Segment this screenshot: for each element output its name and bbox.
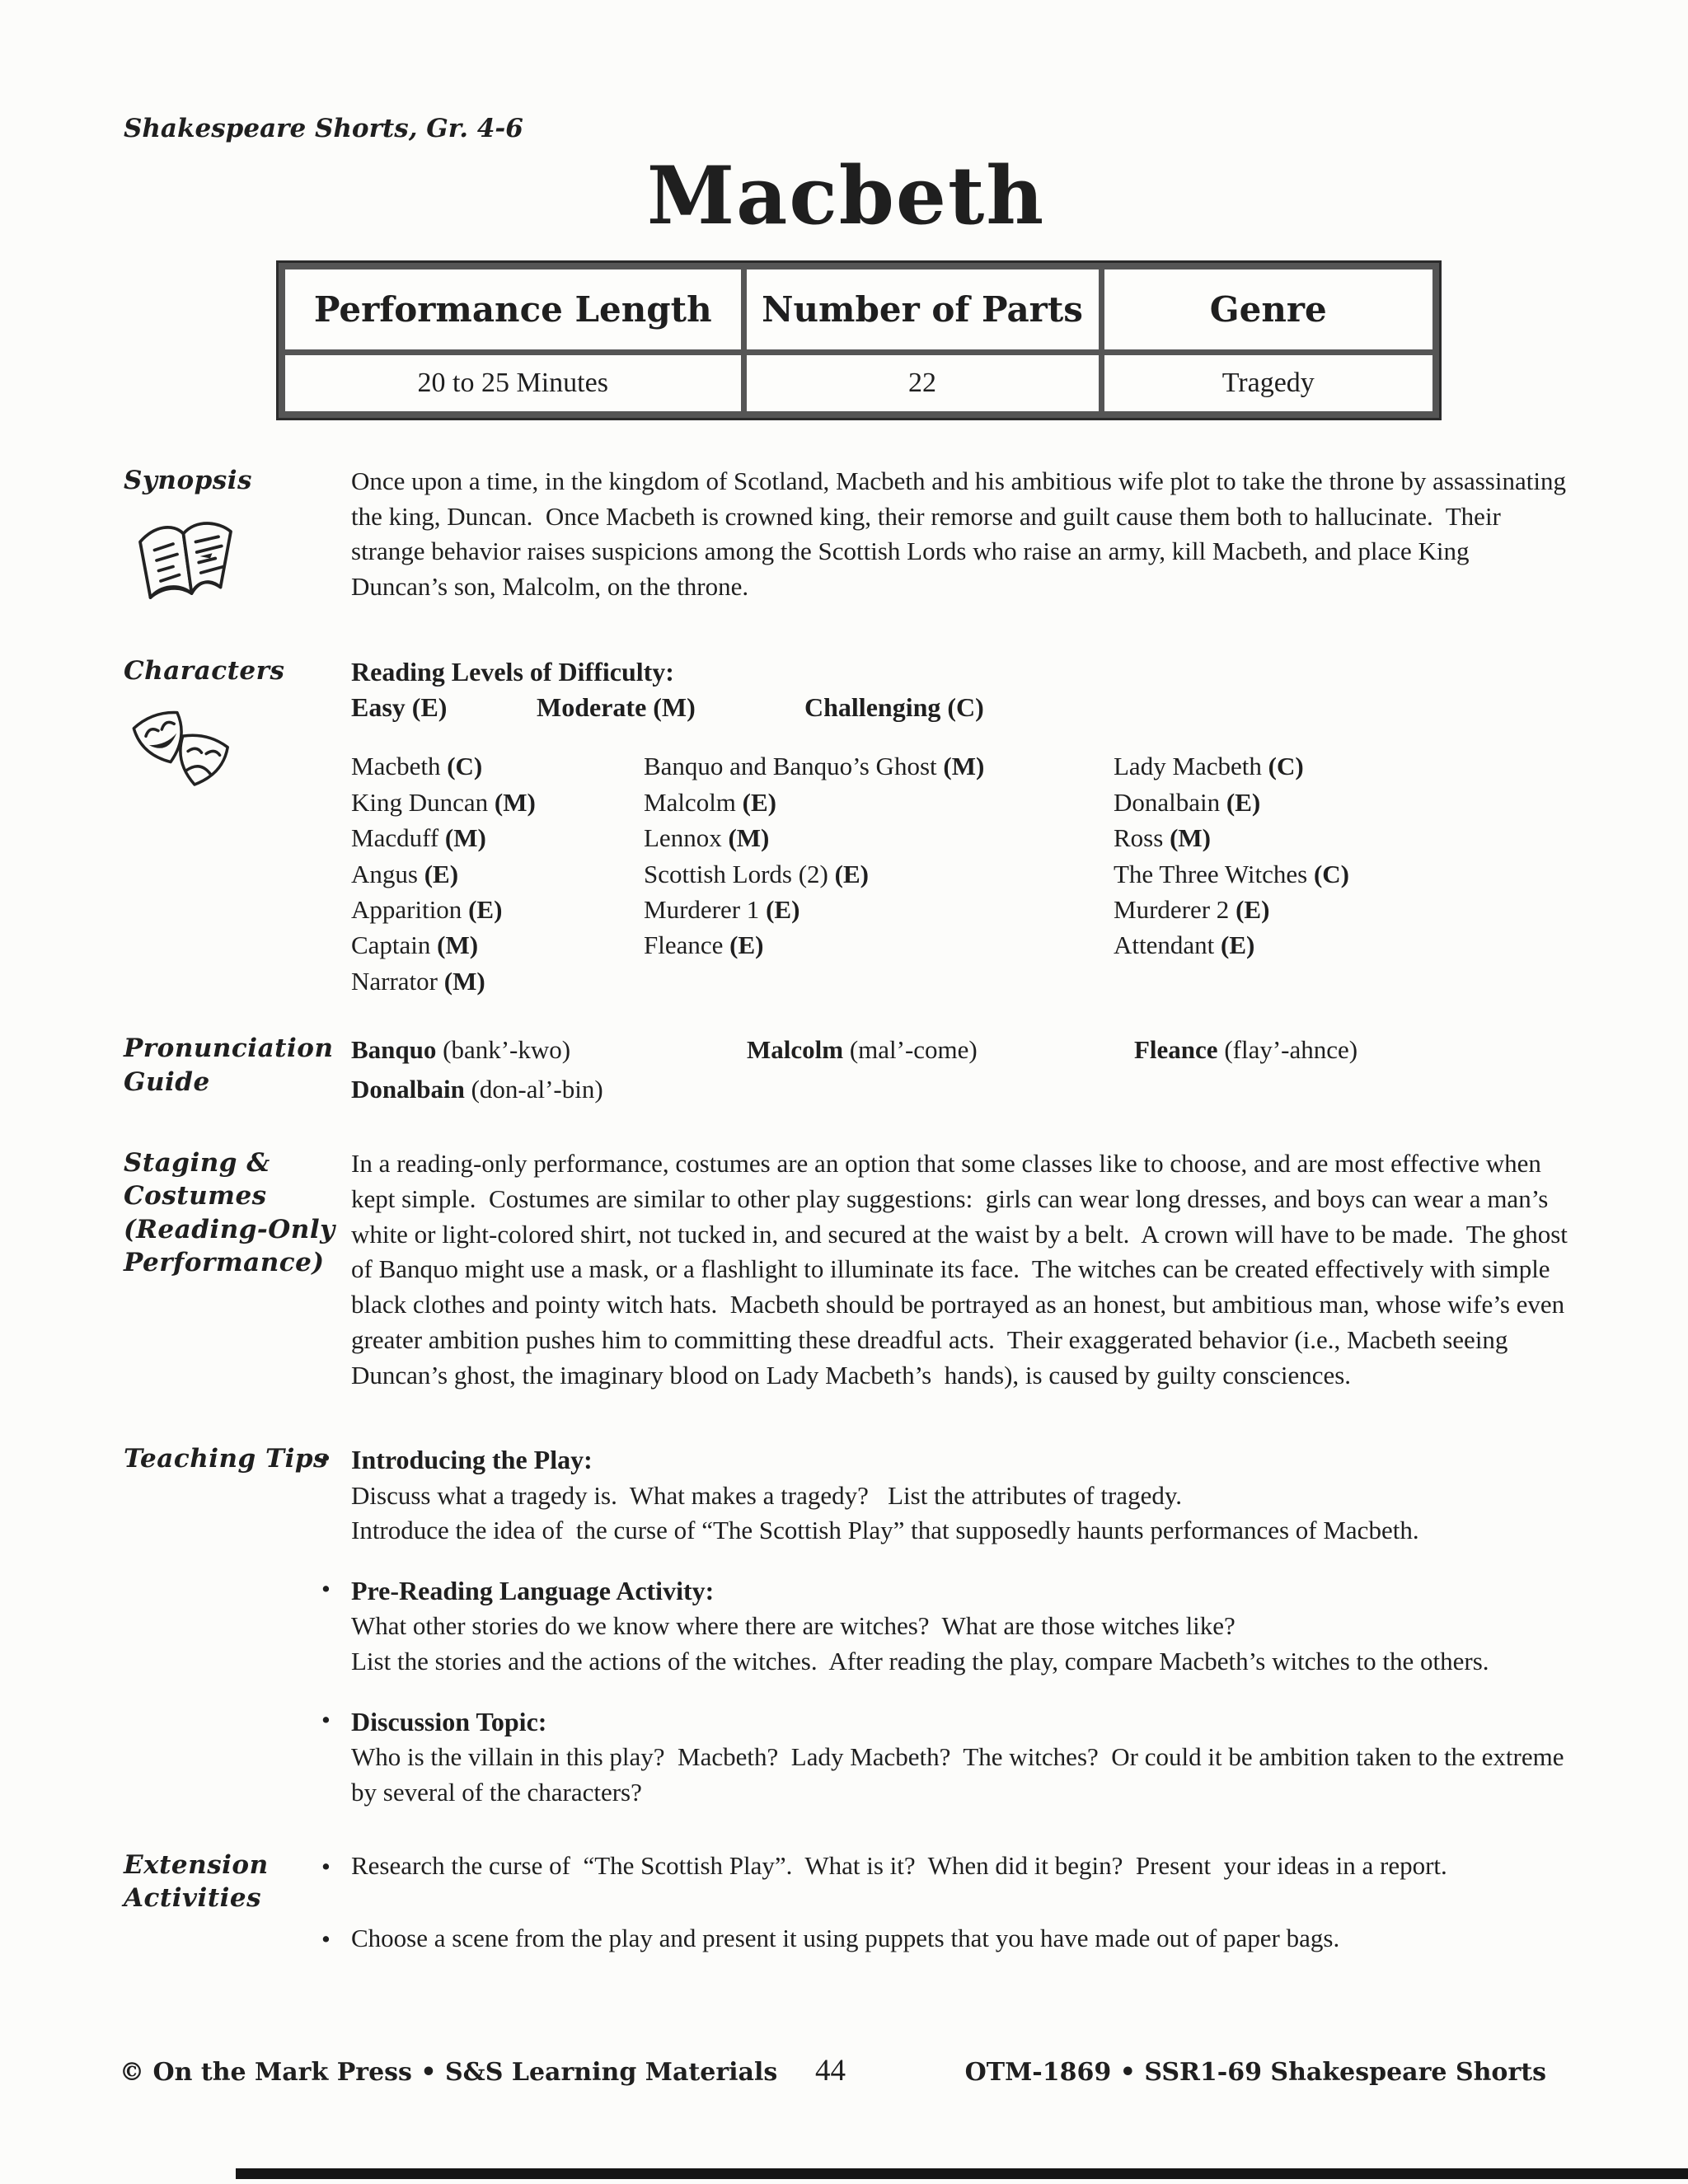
character-column-2 <box>644 748 1114 999</box>
legend-easy: Easy (E) <box>351 692 448 723</box>
character-item: Murderer 1 (E) <box>644 895 800 925</box>
header-genre: Genre <box>1101 266 1436 353</box>
page-title: Macbeth <box>646 149 1046 242</box>
open-book-icon <box>124 515 351 618</box>
value-number-of-parts: 22 <box>743 352 1101 415</box>
synopsis-label: Synopsis <box>124 465 252 495</box>
extension-item: • Research the curse of “The Scottish Play”. What is it? When did it begin? Present your ideas in a report. <box>351 1849 1568 1884</box>
teaching-tips-label: Teaching Tips <box>124 1444 328 1474</box>
staging-text: In a reading-only performance, costumes are an option that some classes like to choose, and are most effective when kept simple. Costumes are similar to other play suggestions: girls can wear long dresses, and boys can wear a man’s white or light-colored shirt, not tucked in, and secured at the waist by a belt. A crown will have to be made. The ghost of Banquo might use a mask, or a flashlight to illuminate its face. The witches can be created effectively with simple black clothes and pointy witch hats. Macbeth should be portrayed as an honest, but ambitious man, whose wife’s even greater ambition pushes him to committing these dreadful acts. Their exaggerated behavior (i.e., Macbeth seeing Duncan’s ghost, the imaginary blood on Lady Macbeth’s hands), is caused by guilty consciences. <box>351 1148 1574 1390</box>
scan-edge-artifact <box>236 2168 1688 2179</box>
table-value-row <box>282 352 1436 415</box>
header-number-of-parts: Number of Parts <box>743 266 1101 353</box>
staging-label: Staging & Costumes (Reading-Only Performance) <box>124 1147 335 1277</box>
extension-activities-section <box>124 1849 1568 1957</box>
character-item: Fleance (E) <box>644 930 764 960</box>
character-column-3 <box>1114 748 1568 999</box>
reading-levels-heading: Reading Levels of Difficulty: <box>351 657 674 687</box>
extension-activities-list <box>351 1849 1568 1957</box>
theater-masks-icon <box>124 705 351 825</box>
character-column-1 <box>351 748 644 999</box>
character-item: Lennox (M) <box>644 823 770 853</box>
character-item: Attendant (E) <box>1114 930 1255 960</box>
copyright-text: © On the Mark Press • S&S Learning Materials <box>120 2058 778 2087</box>
product-code-text: OTM-1869 • SSR1-69 Shakespeare Shorts <box>964 2058 1546 2087</box>
play-info-table <box>279 263 1439 418</box>
page-number: 44 <box>815 2054 846 2088</box>
synopsis-section <box>124 464 1573 618</box>
teaching-tips-list <box>351 1442 1571 1810</box>
tip-heading: • Discussion Topic: <box>351 1706 547 1736</box>
pronunciation-entry: Malcolm (mal’-come) <box>747 1035 978 1065</box>
tip-text: List the stories and the actions of the witches. After reading the play, compare Macbeth’s witches to the others. <box>351 1647 1489 1676</box>
character-item: Apparition (E) <box>351 895 503 925</box>
character-item: Murderer 2 (E) <box>1114 895 1270 925</box>
value-performance-length: 20 to 25 Minutes <box>282 352 743 415</box>
tip-heading: • Introducing the Play: <box>351 1445 593 1475</box>
pronunciation-entries <box>351 1032 1568 1107</box>
series-header: Shakespeare Shorts, Gr. 4-6 <box>124 114 523 143</box>
tip-text: What other stories do we know where there are witches? What are those witches like? <box>351 1611 1236 1641</box>
table-header-row <box>282 266 1436 353</box>
characters-label: Characters <box>124 656 285 687</box>
value-genre: Tragedy <box>1101 352 1436 415</box>
characters-section <box>124 654 1568 999</box>
pronunciation-entry: Banquo (bank’-kwo) <box>351 1035 571 1065</box>
legend-challenging: Challenging (C) <box>804 692 984 723</box>
staging-section <box>124 1146 1574 1393</box>
character-item: Macbeth (C) <box>351 752 483 781</box>
synopsis-text: Once upon a time, in the kingdom of Scotland, Macbeth and his ambitious wife plot to take the throne by assassinating the king, Duncan. Once Macbeth is crowned king, their remorse and guilt cause them both to hallucinate. Their strange behavior raises suspicions among the Scottish Lords who raise an army, kill Macbeth, and place King Duncan’s son, Malcolm, on the throne. <box>351 466 1573 602</box>
character-item: Lady Macbeth (C) <box>1114 752 1304 781</box>
character-item: Banquo and Banquo’s Ghost (M) <box>644 752 985 781</box>
extension-item: • Choose a scene from the play and present it using puppets that you have made out of paper bags. <box>351 1921 1568 1957</box>
character-item: The Three Witches (C) <box>1114 859 1349 888</box>
pronunciation-label: Pronunciation Guide <box>124 1033 334 1097</box>
reading-levels-legend <box>351 690 1568 725</box>
character-item: Malcolm (E) <box>644 787 776 817</box>
character-item: Ross (M) <box>1114 823 1211 853</box>
tip-pre-reading-language-activity <box>351 1573 1568 1680</box>
tip-introducing-the-play <box>351 1442 1568 1549</box>
header-performance-length: Performance Length <box>282 266 743 353</box>
character-item: Narrator (M) <box>351 966 485 996</box>
character-item: King Duncan (M) <box>351 787 536 817</box>
tip-text: Introduce the idea of the curse of “The Scottish Play” that supposedly haunts performances of Macbeth. <box>351 1516 1419 1545</box>
character-item: Angus (E) <box>351 859 459 888</box>
page-footer <box>120 2054 1546 2088</box>
pronunciation-entry: Donalbain (don-al’-bin) <box>351 1074 603 1104</box>
tip-discussion-topic <box>351 1704 1571 1811</box>
character-item: Captain (M) <box>351 930 479 960</box>
character-list <box>351 748 1568 999</box>
tip-text: Discuss what a tragedy is. What makes a tragedy? List the attributes of tragedy. <box>351 1480 1183 1510</box>
legend-moderate: Moderate (M) <box>537 692 696 723</box>
teaching-tips-section <box>124 1442 1571 1810</box>
character-item: Donalbain (E) <box>1114 787 1261 817</box>
pronunciation-section <box>124 1032 1568 1107</box>
character-item: Macduff (M) <box>351 823 486 853</box>
character-item: Scottish Lords (2) (E) <box>644 859 869 888</box>
tip-text: Who is the villain in this play? Macbeth? Lady Macbeth? The witches? Or could it be ambition taken to the extreme by several of the characters? <box>351 1741 1571 1807</box>
pronunciation-entry: Fleance (flay’-ahnce) <box>1134 1035 1358 1065</box>
tip-heading: • Pre-Reading Language Activity: <box>351 1576 715 1606</box>
extension-activities-label: Extension Activities <box>124 1849 269 1913</box>
